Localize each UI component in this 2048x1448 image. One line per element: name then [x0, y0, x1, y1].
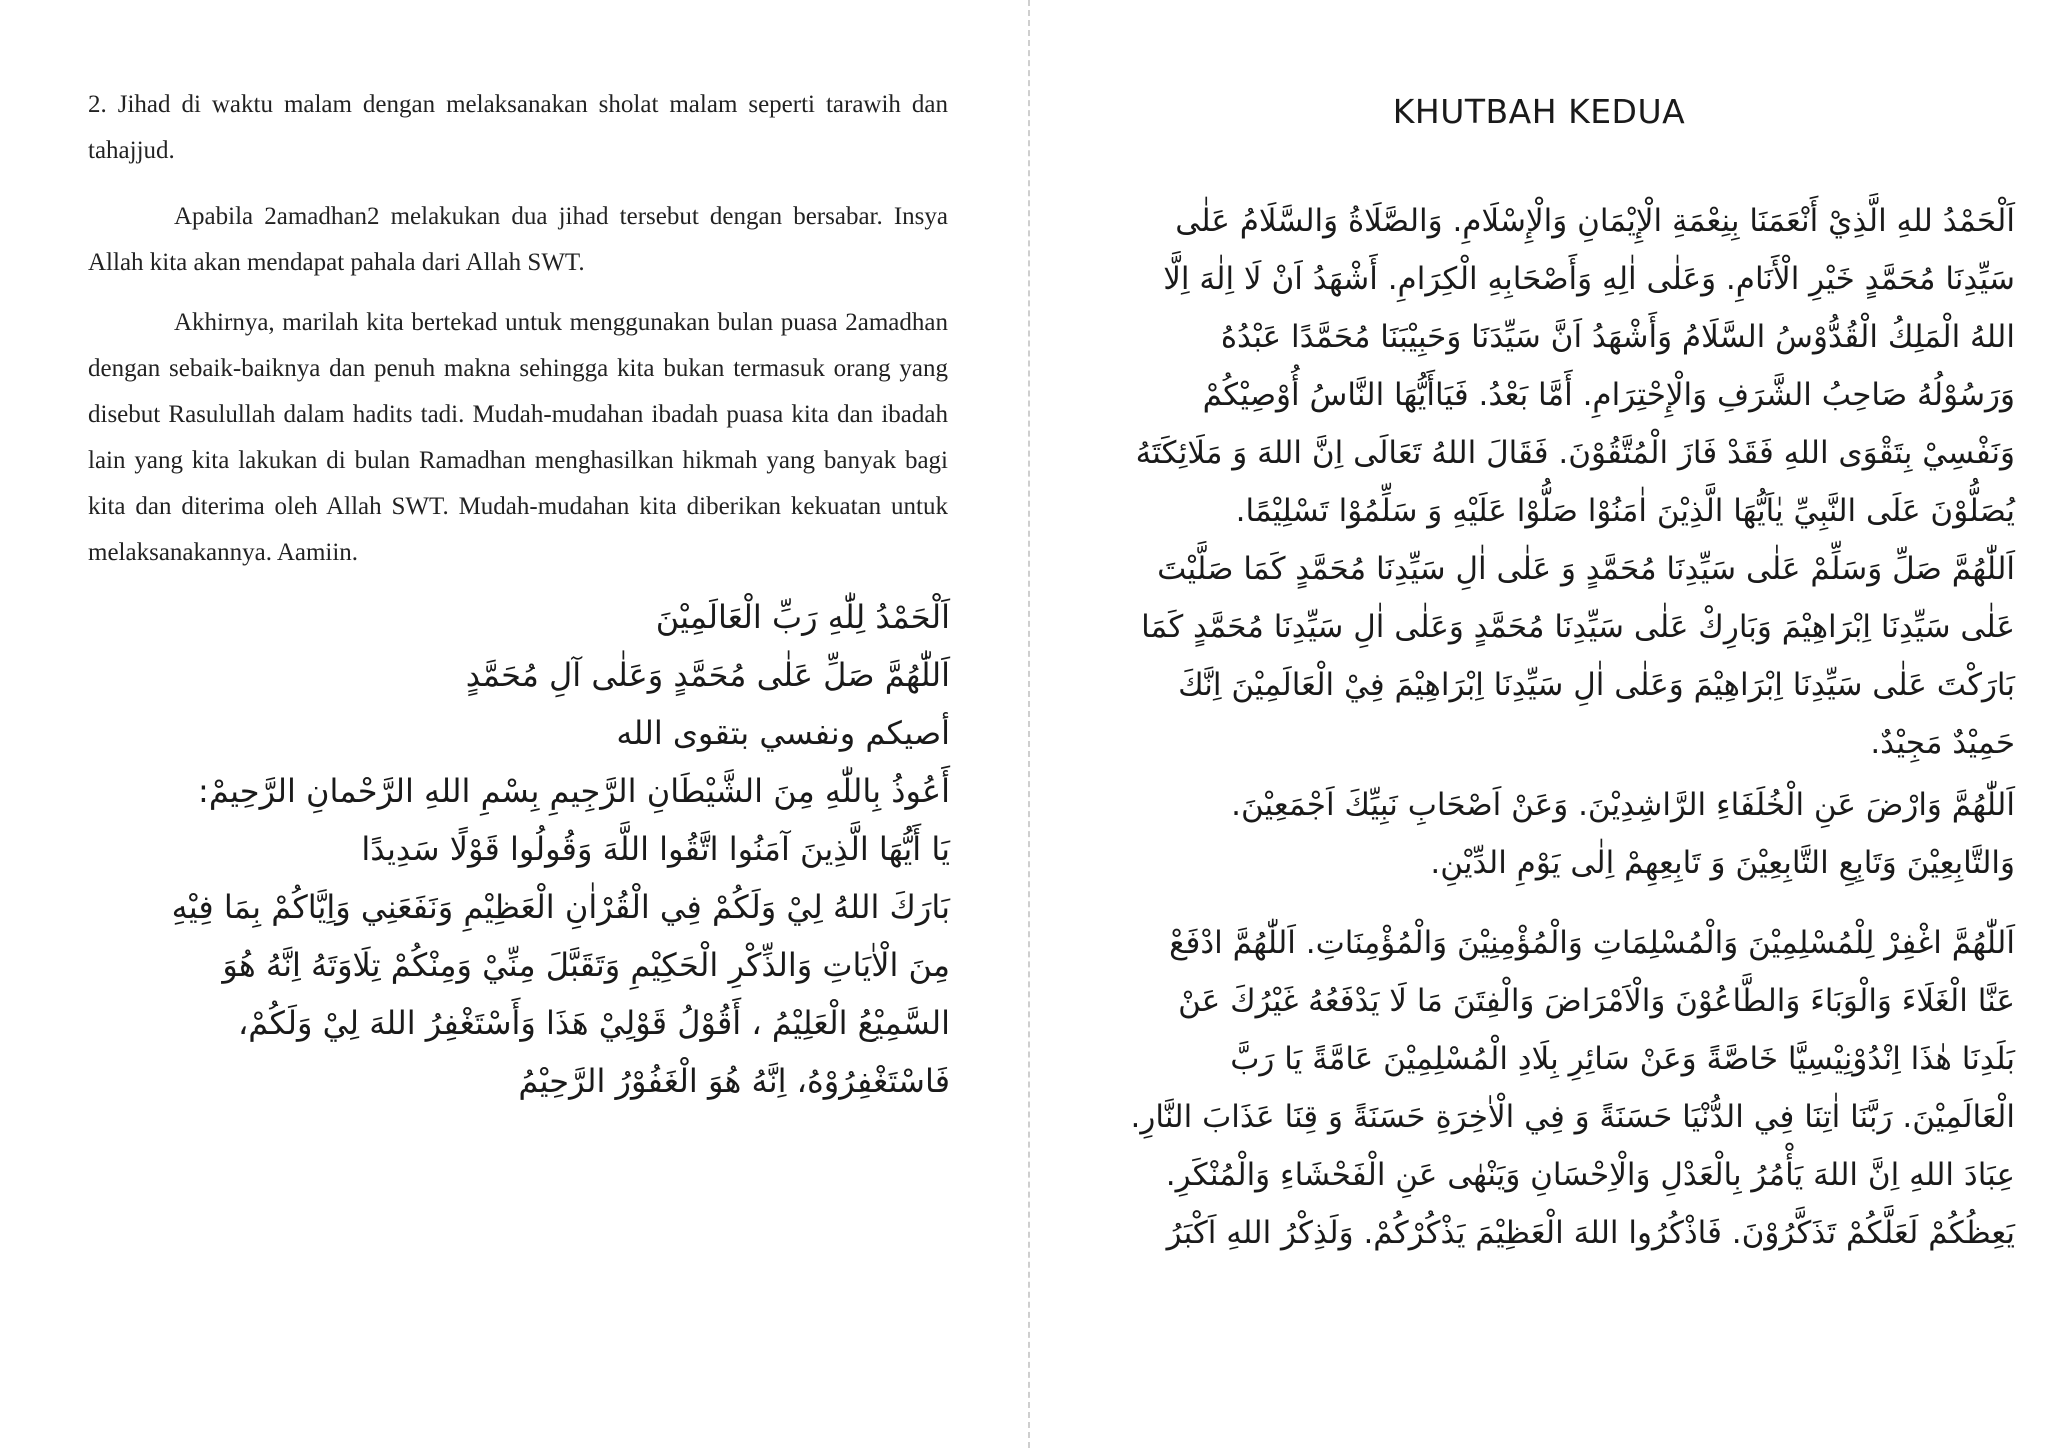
- paragraph-akhirnya: Akhirnya, marilah kita bertekad untuk menggunakan bulan puasa 2amadhan dengan sebaik-baiknya dan penuh makna sehingga kita bukan termasuk orang yang disebut Rasulullah dalam hadits tadi. Mudah-mudahan ibadah puasa kita dan ibadah lain yang kita lakukan di bulan Ramadhan menghasilkan hikmah yang banyak bagi kita dan diterima oleh Allah SWT. Mudah-mudahan kita diberikan kekuatan untuk melaksanakannya. Aamiin.: [88, 309, 948, 566]
- arabic-line: فَاسْتَغْفِرُوْهُ، اِنَّهُ هُوَ الْغَفُوْرُ الرَّحِيْمُ: [518, 1062, 950, 1100]
- paragraph-bersabar: Apabila 2amadhan2 melakukan dua jihad tersebut dengan bersabar. Insya Allah kita akan mendapat pahala dari Allah SWT.: [88, 203, 948, 276]
- arabic-line: اَللّٰهُمَّ صَلِّ عَلٰى مُحَمَّدٍ وَعَلٰى آلِ مُحَمَّدٍ: [465, 656, 950, 694]
- arabic-line: الْعَالَمِيْنَ. رَبَّنَا اٰتِنَا فِي الدُّنْيَا حَسَنَةً وَ فِي الْاٰخِرَةِ حَسَنَةً وَ قِنَا عَذَابَ النَّارِ.: [1130, 1099, 2015, 1135]
- closing-arabic-block: [171, 588, 950, 1110]
- paragraph-jihad-malam: 2. Jihad di waktu malam dengan melaksanakan sholat malam seperti tarawih dan tahajjud.: [88, 91, 948, 164]
- arabic-line: بَارَكَ اللهُ لِيْ وَلَكُمْ فِي الْقُرْاٰنِ الْعَظِيْمِ وَنَفَعَنِي وَاِيَّاكُمْ بِمَا فِيْهِ: [171, 888, 950, 926]
- arabic-line: اَللّٰهُمَّ اغْفِرْ لِلْمُسْلِمِيْنَ وَالْمُسْلِمَاتِ وَالْمُؤْمِنِيْنَ وَالْمُؤْمِنَاتِ. اَللّٰهُمَّ ادْفَعْ: [1169, 925, 2015, 961]
- arabic-line: يَا أَيُّهَا الَّذِينَ آمَنُوا اتَّقُوا اللَّهَ وَقُولُوا قَوْلًا سَدِيدًا: [361, 830, 950, 868]
- arabic-paragraph-khulafa: [1110, 776, 2015, 892]
- arabic-line: حَمِيْدٌ مَجِيْدٌ.: [1870, 725, 2015, 761]
- arabic-line: بَلَدِنَا هٰذَا اِنْدُوْنِيْسِيَّا خَاصَّةً وَعَنْ سَائِرِ بِلَادِ الْمُسْلِمِيْنَ عَامَّةً يَا رَبَّ: [1230, 1041, 2015, 1077]
- arabic-line: يُصَلُّوْنَ عَلَى النَّبِيِّ يٰاَيُّهَا الَّذِيْنَ اٰمَنُوْا صَلُّوْا عَلَيْهِ وَ سَلِّمُوْا تَسْلِيْمًا.: [1235, 493, 2015, 529]
- arabic-line: مِنَ الْاٰيَاتِ وَالذِّكْرِ الْحَكِيْمِ وَتَقَبَّلَ مِنِّيْ وَمِنْكُمْ تِلَاوَتَهُ اِنَّهُ هُوَ: [222, 946, 950, 984]
- arabic-line: وَرَسُوْلُهُ صَاحِبُ الشَّرَفِ وَالْإِحْتِرَامِ. أَمَّا بَعْدُ. فَيَاأَيُّهَا النَّاسُ أُوْصِيْكُمْ: [1202, 377, 2015, 413]
- right-page: [1030, 0, 2048, 1448]
- arabic-line: اللهُ الْمَلِكُ الْقُدُّوْسُ السَّلَامُ وَأَشْهَدُ اَنَّ سَيِّدَنَا وَحَبِيْبَنَا مُحَمَّدًا عَبْدُهُ: [1220, 319, 2015, 355]
- arabic-paragraph-hamdalah: [1110, 192, 2015, 540]
- arabic-line: اَللّٰهُمَّ صَلِّ وَسَلِّمْ عَلٰى سَيِّدِنَا مُحَمَّدٍ وَ عَلٰى اٰلِ سَيِّدِنَا مُحَمَّدٍ كَمَا صَلَّيْتَ: [1157, 551, 2015, 587]
- arabic-line: السَّمِيْعُ الْعَلِيْمُ ، أَقُوْلُ قَوْلِيْ هَذَا وَأَسْتَغْفِرُ اللهَ لِيْ وَلَكُمْ،: [237, 1004, 950, 1042]
- arabic-line: أَعُوذُ بِاللّٰهِ مِنَ الشَّيْطَانِ الرَّجِيمِ بِسْمِ اللهِ الرَّحْمانِ الرَّحِيمْ:: [198, 772, 950, 810]
- arabic-line: أصيكم ونفسي بتقوى الله: [616, 714, 950, 752]
- arabic-line: عَلٰى سَيِّدِنَا اِبْرَاهِيْمَ وَبَارِكْ عَلٰى سَيِّدِنَا مُحَمَّدٍ وَعَلٰى اٰلِ سَيِّدِنَا مُحَمَّدٍ كَمَا: [1141, 609, 2015, 645]
- arabic-paragraph-shalawat: [1110, 540, 2015, 772]
- arabic-line: اَللّٰهُمَّ وَارْضَ عَنِ الْخُلَفَاءِ الرَّاشِدِيْنَ. وَعَنْ اَصْحَابِ نَبِيِّكَ اَجْمَعِيْنَ.: [1231, 787, 2015, 823]
- arabic-line: وَنَفْسِيْ بِتَقْوَى اللهِ فَقَدْ فَازَ الْمُتَّقُوْنَ. فَقَالَ اللهُ تَعَالَى اِنَّ اللهَ وَ مَلَائِكَتَهُ: [1135, 435, 2015, 471]
- arabic-line: عِبَادَ اللهِ اِنَّ اللهَ يَأْمُرُ بِالْعَدْلِ وَالْاِحْسَانِ وَيَنْهٰى عَنِ الْفَحْشَاءِ وَالْمُنْكَرِ.: [1165, 1157, 2015, 1193]
- arabic-line: سَيِّدِنَا مُحَمَّدٍ خَيْرِ الْأَنَامِ. وَعَلٰى اٰلِهِ وَأَصْحَابِهِ الْكِرَامِ. أَشْهَدُ اَنْ لَا اِلٰهَ اِلَّا: [1163, 261, 2015, 297]
- arabic-line: اَلْحَمْدُ للهِ الَّذِيْ أَنْعَمَنَا بِنِعْمَةِ الْإِيْمَانِ وَالْإِسْلَامِ. وَالصَّلَاةُ وَالسَّلَامُ عَلٰى: [1175, 203, 2015, 239]
- arabic-line: يَعِظُكُمْ لَعَلَّكُمْ تَذَكَّرُوْنَ. فَاذْكُرُوا اللهَ الْعَظِيْمَ يَذْكُرْكُمْ. وَلَذِكْرُ اللهِ اَكْبَرُ: [1166, 1215, 2015, 1251]
- arabic-line: بَارَكْتَ عَلٰى سَيِّدِنَا اِبْرَاهِيْمَ وَعَلٰى اٰلِ سَيِّدِنَا اِبْرَاهِيْمَ فِيْ الْعَالَمِيْنَ اِنَّكَ: [1178, 667, 2015, 703]
- arabic-paragraph-doa: [1110, 914, 2015, 1262]
- arabic-line: اَلْحَمْدُ لِلّٰهِ رَبِّ الْعَالَمِيْنَ: [655, 598, 950, 636]
- arabic-line: وَالتَّابِعِيْنَ وَتَابِعِ التَّابِعِيْنَ وَ تَابِعِهِمْ اِلٰى يَوْمِ الدِّيْنِ.: [1430, 845, 2015, 881]
- arabic-line: عَنَّا الْغَلَاءَ وَالْوَبَاءَ وَالطَّاعُوْنَ وَالْاَمْرَاضَ وَالْفِتَنَ مَا لَا يَدْفَعُهُ غَيْرُكَ عَنْ: [1178, 983, 2015, 1019]
- page-title: KHUTBAH KEDUA: [1392, 92, 1686, 131]
